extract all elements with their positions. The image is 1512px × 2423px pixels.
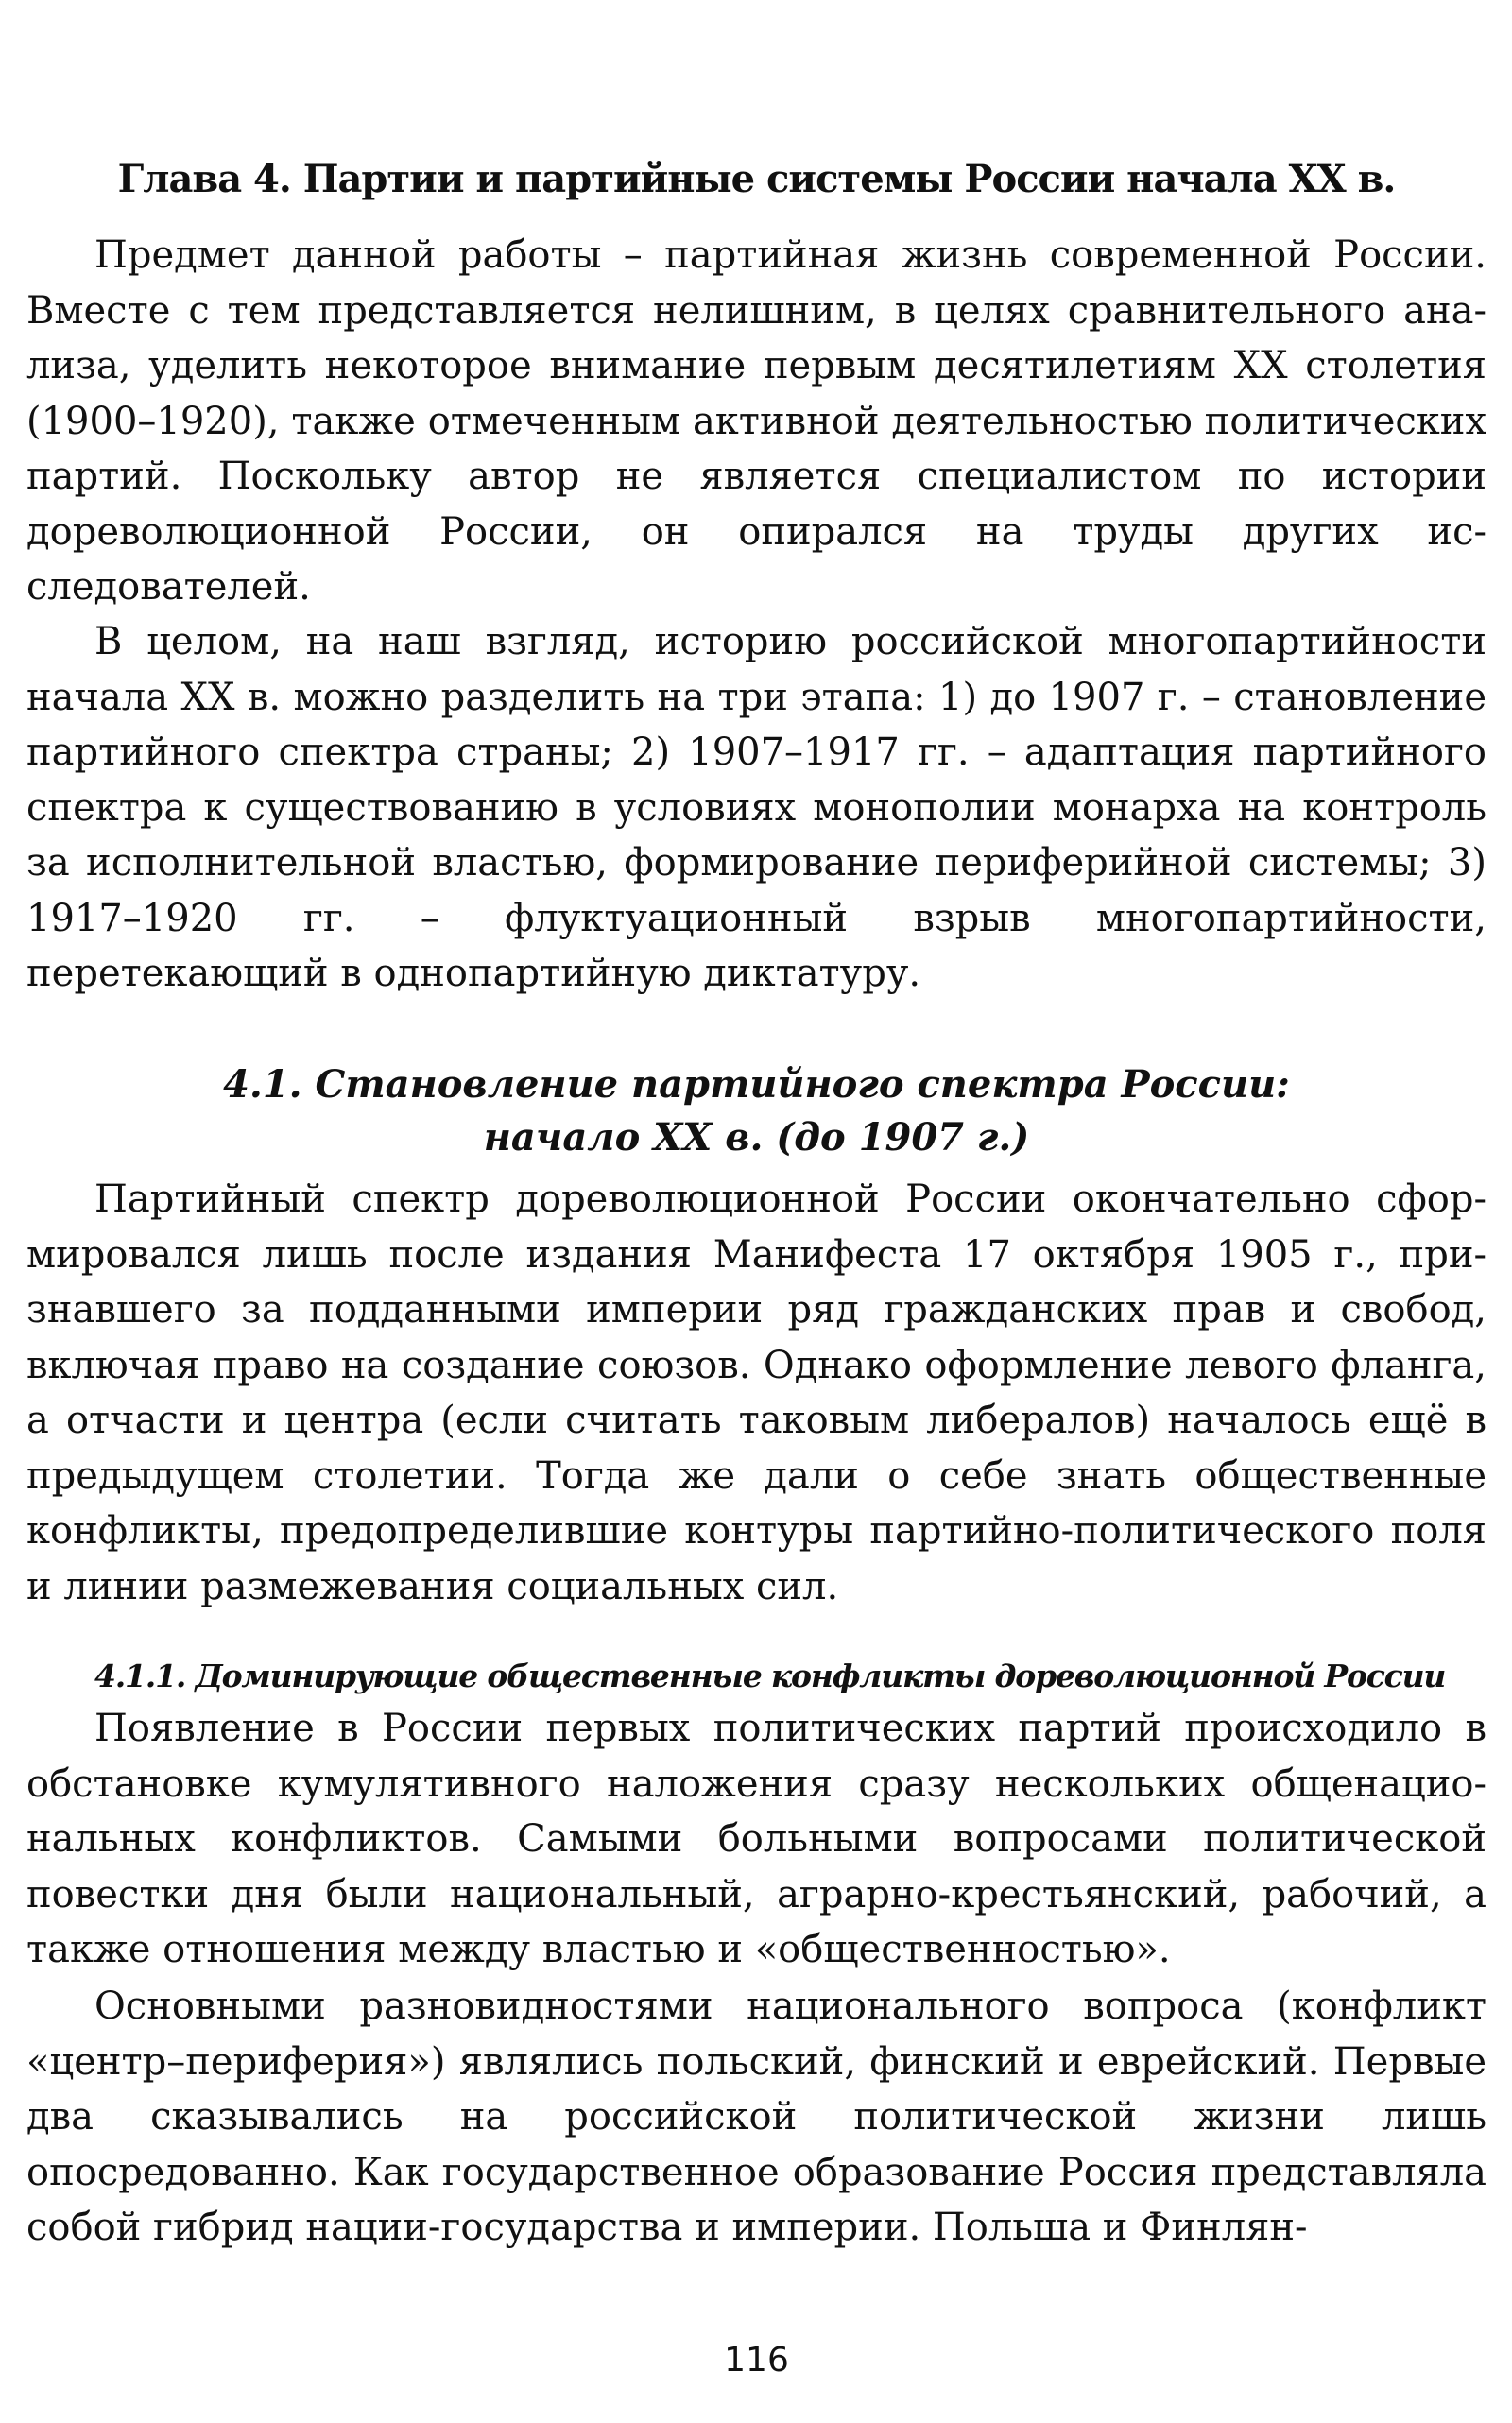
subsection-title: 4.1.1. Доминирующие общественные конфликты дореволюционной России <box>94 1658 1446 1694</box>
paragraph-national-question: Основными разновидностями национального вопроса (конфликт «центр–периферия») являлись польский, финский и еврейский. Первые два сказывались на российской политической жизни лишь опосредованно. Как государственное образование Россия представляла собой гибрид нации-государства и империи. Польша и Финлян- <box>26 1985 1486 2249</box>
chapter-title: Глава 4. Партии и партийные системы России начала XX в. <box>117 157 1396 201</box>
section-title-line2: начало XX в. (до 1907 г.) <box>483 1115 1030 1160</box>
section-title <box>26 1058 1486 1164</box>
page-number: 116 <box>724 2341 789 2380</box>
book-page <box>26 0 1486 2423</box>
section-title-line1: 4.1. Становление партийного спектра России: <box>223 1062 1290 1107</box>
paragraph-periodization: В целом, на наш взгляд, историю российской многопартийности начала XX в. можно разделить на три этапа: 1) до 1907 г. – становление партийного спектра страны; 2) 1907–1917 гг. – адаптация партийного спектра к существованию в условиях монополии монарха на контроль за исполнительной властью, формирование периферийной системы; 3) 1917–1920 гг. – флуктуационный взрыв многопартийности, перетекающий в однопартийную диктатуру. <box>26 620 1486 995</box>
paragraph-party-spectrum: Партийный спектр дореволюционной России окончательно сформировался лишь после издания Манифеста 17 октября 1905 г., признавшего за подданными империи ряд гражданских прав и свобод, включая право на создание союзов. Однако оформление левого фланга, а отчасти и центра (если считать таковым либералов) началось ещё в предыдущем столетии. Тогда же дали о себе знать общественные конфликты, предопределившие контуры партийно-политического поля и линии размежевания социальных сил. <box>26 1177 1486 1608</box>
paragraph-conflicts: Появление в России первых политических партий происходило в обстановке кумулятивного наложения сразу нескольких общенациональных конфликтов. Самыми больными вопросами политической повестки дня были национальный, аграрно-крестьянский, рабочий, а также отношения между властью и «общественностью». <box>26 1707 1486 1971</box>
paragraph-intro: Предмет данной работы – партийная жизнь современной России. Вместе с тем представляется нелишним, в целях сравнительного анализа, уделить некоторое внимание первым десятилетиям XX столетия (1900–1920), также отмеченным активной деятельностью политических партий. Поскольку автор не является специалистом по истории дореволюционной России, он опирался на труды других исследователей. <box>26 233 1486 609</box>
